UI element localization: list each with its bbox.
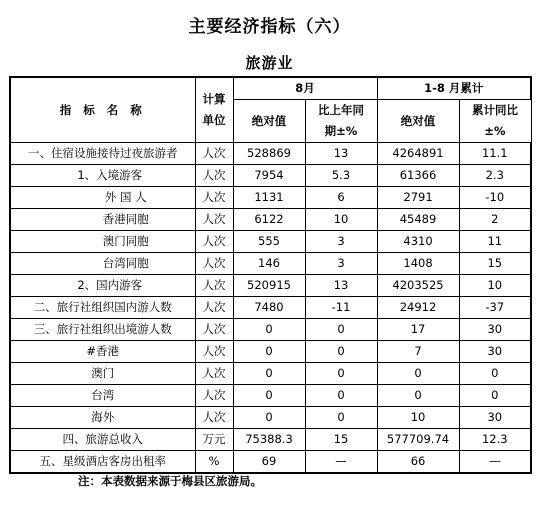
- row-name: 二、旅行社组织国内游人数: [10, 297, 195, 319]
- row-cum: 66: [377, 451, 459, 474]
- row-cum: 17: [377, 319, 459, 341]
- row-cum: 4203525: [377, 275, 459, 297]
- row-cum: 7: [377, 341, 459, 363]
- source-note: 注：本表数据来源于梅县区旅游局。: [78, 474, 262, 488]
- row-unit: 人次: [195, 275, 233, 297]
- row-cum-yoy: 10: [459, 275, 531, 297]
- table-row: [10, 429, 531, 451]
- row-cum: 2791: [377, 187, 459, 209]
- row-unit: 人次: [195, 165, 233, 187]
- row-yoy: 6: [305, 187, 377, 209]
- row-unit: 人次: [195, 319, 233, 341]
- table-row: [10, 253, 531, 275]
- row-abs: 0: [233, 385, 305, 407]
- row-cum: 0: [377, 385, 459, 407]
- row-abs: 0: [233, 319, 305, 341]
- row-cum: 4310: [377, 231, 459, 253]
- row-cum-yoy: 30: [459, 319, 531, 341]
- header-cum-yoy: [459, 100, 531, 143]
- header-abs-cumulative: 绝对值: [377, 100, 459, 143]
- header-unit-line1: 计算: [202, 92, 226, 106]
- row-cum: 61366: [377, 165, 459, 187]
- row-abs: 69: [233, 451, 305, 474]
- table-row: [10, 385, 531, 407]
- row-cum-yoy: 11: [459, 231, 531, 253]
- row-unit: %: [195, 451, 233, 474]
- row-name: 外 国 人: [10, 187, 195, 209]
- row-name: 一、住宿设施接待过夜旅游者: [10, 143, 195, 165]
- table-row: [10, 187, 531, 209]
- table-row: [10, 407, 531, 429]
- table-row: [10, 341, 531, 363]
- row-yoy: 0: [305, 385, 377, 407]
- row-name: 三、旅行社组织出境游人数: [10, 319, 195, 341]
- row-abs: 520915: [233, 275, 305, 297]
- table-row: [10, 209, 531, 231]
- row-cum: 0: [377, 363, 459, 385]
- table-row: [10, 165, 531, 187]
- row-abs: 6122: [233, 209, 305, 231]
- row-name: 四、旅游总收入: [10, 429, 195, 451]
- row-cum-yoy: 15: [459, 253, 531, 275]
- row-cum-yoy: 12.3: [459, 429, 531, 451]
- row-cum-yoy: 11.1: [459, 143, 531, 165]
- indicator-table: [9, 76, 532, 474]
- row-unit: 人次: [195, 253, 233, 275]
- section-subtitle: 旅游业: [245, 54, 294, 72]
- table-row: [10, 275, 531, 297]
- row-abs: 75388.3: [233, 429, 305, 451]
- row-name: 台湾: [10, 385, 195, 407]
- row-yoy: 13: [305, 143, 377, 165]
- row-yoy: 3: [305, 231, 377, 253]
- row-yoy: 10: [305, 209, 377, 231]
- row-abs: 0: [233, 341, 305, 363]
- row-yoy: 0: [305, 363, 377, 385]
- header-unit-line2: 单位: [202, 113, 226, 127]
- row-abs: 7954: [233, 165, 305, 187]
- row-cum-yoy: -37: [459, 297, 531, 319]
- header-indicator-name: 指 标 名 称: [10, 77, 195, 143]
- row-unit: 人次: [195, 187, 233, 209]
- row-unit: 人次: [195, 385, 233, 407]
- row-unit: 人次: [195, 143, 233, 165]
- row-yoy: 5.3: [305, 165, 377, 187]
- header-unit: [195, 77, 233, 143]
- row-unit: 人次: [195, 231, 233, 253]
- table-row: [10, 451, 531, 474]
- table-row: [10, 363, 531, 385]
- row-cum: 577709.74: [377, 429, 459, 451]
- row-yoy: 15: [305, 429, 377, 451]
- header-yoy-line2: 期±%: [324, 124, 358, 138]
- row-yoy: —: [305, 451, 377, 474]
- row-cum: 4264891: [377, 143, 459, 165]
- row-abs: 0: [233, 363, 305, 385]
- header-month: 8月: [233, 77, 377, 100]
- header-cumulative: 1-8 月累计: [377, 77, 531, 100]
- table-row: [10, 231, 531, 253]
- row-unit: 人次: [195, 407, 233, 429]
- header-yoy: [305, 100, 377, 143]
- row-abs: 0: [233, 407, 305, 429]
- row-yoy: 0: [305, 341, 377, 363]
- table-row: [10, 143, 531, 165]
- row-cum-yoy: 0: [459, 363, 531, 385]
- row-cum: 1408: [377, 253, 459, 275]
- row-name: 澳门同胞: [10, 231, 195, 253]
- row-cum-yoy: —: [459, 451, 531, 474]
- row-name: 台湾同胞: [10, 253, 195, 275]
- row-name: 五、星级酒店客房出租率: [10, 451, 195, 474]
- row-yoy: 13: [305, 275, 377, 297]
- row-unit: 人次: [195, 209, 233, 231]
- row-name: 1、入境游客: [10, 165, 195, 187]
- page-title: 主要经济指标（六）: [188, 17, 351, 37]
- row-abs: 146: [233, 253, 305, 275]
- row-cum-yoy: 0: [459, 385, 531, 407]
- table-row: [10, 319, 531, 341]
- row-cum: 24912: [377, 297, 459, 319]
- row-unit: 人次: [195, 363, 233, 385]
- row-cum-yoy: 2: [459, 209, 531, 231]
- row-yoy: 3: [305, 253, 377, 275]
- row-name: 香港同胞: [10, 209, 195, 231]
- row-abs: 555: [233, 231, 305, 253]
- row-name: 2、国内游客: [10, 275, 195, 297]
- row-yoy: 0: [305, 319, 377, 341]
- header-abs: 绝对值: [233, 100, 305, 143]
- row-cum: 10: [377, 407, 459, 429]
- row-abs: 7480: [233, 297, 305, 319]
- row-unit: 人次: [195, 341, 233, 363]
- row-name: 澳门: [10, 363, 195, 385]
- row-cum-yoy: 2.3: [459, 165, 531, 187]
- row-yoy: 0: [305, 407, 377, 429]
- row-cum-yoy: 30: [459, 407, 531, 429]
- row-abs: 1131: [233, 187, 305, 209]
- header-cum-yoy-line1: 累计同比: [472, 103, 519, 117]
- row-cum: 45489: [377, 209, 459, 231]
- table-row: [10, 297, 531, 319]
- row-name: 海外: [10, 407, 195, 429]
- row-cum-yoy: 30: [459, 341, 531, 363]
- row-unit: 万元: [195, 429, 233, 451]
- row-name: #香港: [10, 341, 195, 363]
- row-abs: 528869: [233, 143, 305, 165]
- header-cum-yoy-line2: ±%: [484, 124, 506, 138]
- row-yoy: -11: [305, 297, 377, 319]
- row-cum-yoy: -10: [459, 187, 531, 209]
- header-yoy-line1: 比上年同: [318, 103, 364, 117]
- row-unit: 人次: [195, 297, 233, 319]
